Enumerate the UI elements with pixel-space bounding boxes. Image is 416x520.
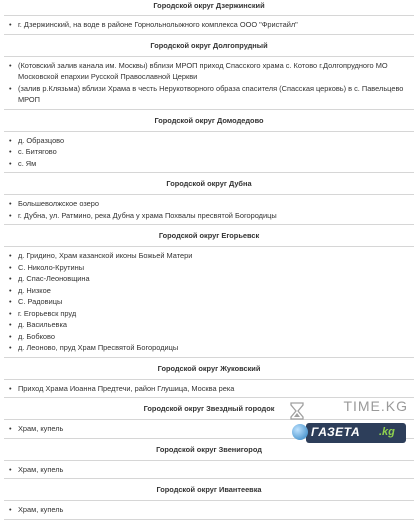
district-list [4,57,414,110]
watermark-time-text: TIME.KG [343,398,408,414]
district-list [4,132,414,174]
list-item: • г. Дзержинский, на воде в районе Горнольнолыжного комплекса ООО "Фристайл" [18,19,414,31]
district-header: Городской округ Долгопрудный [4,35,414,57]
district-list [4,195,414,225]
list-item: • Большеволжское озеро [18,198,414,210]
district-list [4,247,414,358]
list-item: • с. Ям [18,158,414,170]
list-item: • д. Бобково [18,331,414,343]
list-item: • с. Битягово [18,146,414,158]
globe-icon [292,424,308,440]
list-item: • С. Николо-Крутины [18,262,414,274]
list-item: • Храм, купель [18,504,414,516]
list-item: • (залив р.Клязьма) вблизи Храма в честь Нерукотворного образа спасителя (Спасская церковь) в с. Павельцево МРОП [18,83,414,106]
district-header: Городской округ Звездный городок [4,398,414,420]
district-list [4,461,414,480]
list-item: • г. Дубна, ул. Ратмино, река Дубна у храма Похвалы пресвятой Богородицы [18,210,414,222]
district-list [4,16,414,35]
list-item: • С. Радовицы [18,296,414,308]
district-header: Городской округ Дзержинский [4,0,414,16]
list-item: • д. Васильевка [18,319,414,331]
list-item: • д. Леоново, пруд Храм Пресвятой Богородицы [18,342,414,354]
district-header: Городской округ Егорьевск [4,225,414,247]
district-header: Городской округ Дубна [4,173,414,195]
list-item: • д. Образцово [18,135,414,147]
list-item: • г. Егорьевск пруд [18,308,414,320]
list-item: • д. Гридино, Храм казанской иконы Божьей Матери [18,250,414,262]
list-item: • Приход Храма Иоанна Предтечи, район Глушица, Москва река [18,383,414,395]
list-item: • д. Спас-Леоновщина [18,273,414,285]
list-item: • д. Низкое [18,285,414,297]
watermark-tld-text: .kg [379,426,395,438]
district-header: Городской округ Ивантеевка [4,479,414,501]
watermark-logo [282,396,414,448]
hourglass-icon [288,402,306,420]
watermark-brand-text: ГАЗЕТА [311,425,361,439]
district-header: Городской округ Домодедово [4,110,414,132]
district-header: Городской округ Жуковский [4,358,414,380]
list-item: • (Котовский залив канала им. Москвы) вблизи МРОП приход Спасского храма с. Котово г.Долгопрудного МО Московской епархии Русской Православной Церкви [18,60,414,83]
list-item: • Храм, купель [18,423,414,435]
list-item: • Храм, купель [18,464,414,476]
district-list [4,501,414,520]
district-header: Городской округ Звенигород [4,439,414,461]
